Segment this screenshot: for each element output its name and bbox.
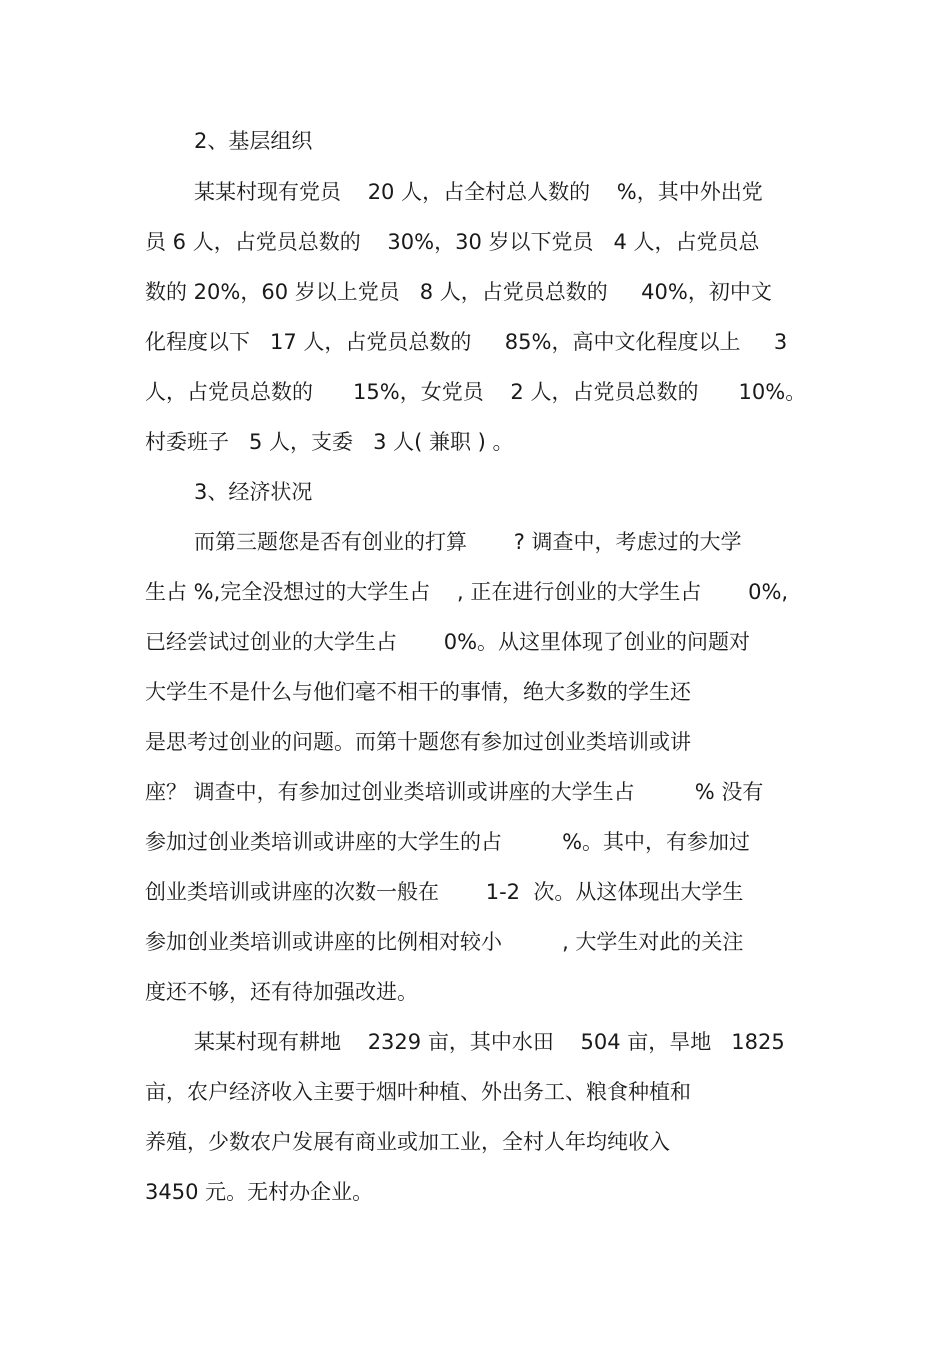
paragraph-line: 员 6 人，占党员总数的 30%，30 岁以下党员 4 人，占党员总 bbox=[145, 230, 760, 254]
paragraph-line: 度还不够，还有待加强改进。 bbox=[145, 980, 418, 1004]
paragraph-line: 参加过创业类培训或讲座的大学生的占 %。其中，有参加过 bbox=[145, 830, 751, 854]
paragraph-line: 亩，农户经济收入主要于烟叶种植、外出务工、粮食种植和 bbox=[145, 1080, 691, 1104]
paragraph-line: 大学生不是什么与他们毫不相干的事情，绝大多数的学生还 bbox=[145, 680, 691, 704]
paragraph-line: 养殖，少数农户发展有商业或加工业，全村人年均纯收入 bbox=[145, 1130, 670, 1154]
paragraph-line: 座？ 调查中，有参加过创业类培训或讲座的大学生占 % 没有 bbox=[145, 780, 764, 804]
paragraph-line: 数的 20%，60 岁以上党员 8 人，占党员总数的 40%，初中文 bbox=[145, 280, 772, 304]
paragraph-line: 化程度以下 17 人，占党员总数的 85%，高中文化程度以上 3 bbox=[145, 330, 788, 354]
paragraph-line: 创业类培训或讲座的次数一般在 1-2 次。从这体现出大学生 bbox=[145, 880, 744, 904]
paragraph-line: 人，占党员总数的 15%，女党员 2 人，占党员总数的 10%。 bbox=[145, 380, 807, 404]
paragraph-line: 而第三题您是否有创业的打算 ? 调查中，考虑过的大学 bbox=[194, 530, 742, 554]
paragraph-line: 已经尝试过创业的大学生占 0%。从这里体现了创业的问题对 bbox=[145, 630, 751, 654]
paragraph-line: 生占 %,完全没想过的大学生占 , 正在进行创业的大学生占 0%, bbox=[145, 580, 789, 604]
section-heading-economy: 3、经济状况 bbox=[194, 480, 313, 504]
paragraph-line: 是思考过创业的问题。而第十题您有参加过创业类培训或讲 bbox=[145, 730, 691, 754]
paragraph-line: 村委班子 5 人，支委 3 人( 兼职 ) 。 bbox=[145, 430, 514, 454]
section-heading-grassroots: 2、基层组织 bbox=[194, 129, 313, 153]
paragraph-line: 某某村现有耕地 2329 亩，其中水田 504 亩，旱地 1825 bbox=[194, 1030, 785, 1054]
paragraph-line: 3450 元。无村办企业。 bbox=[145, 1180, 374, 1204]
paragraph-line: 参加创业类培训或讲座的比例相对较小 , 大学生对此的关注 bbox=[145, 930, 744, 954]
paragraph-line: 某某村现有党员 20 人，占全村总人数的 %，其中外出党 bbox=[194, 180, 763, 204]
